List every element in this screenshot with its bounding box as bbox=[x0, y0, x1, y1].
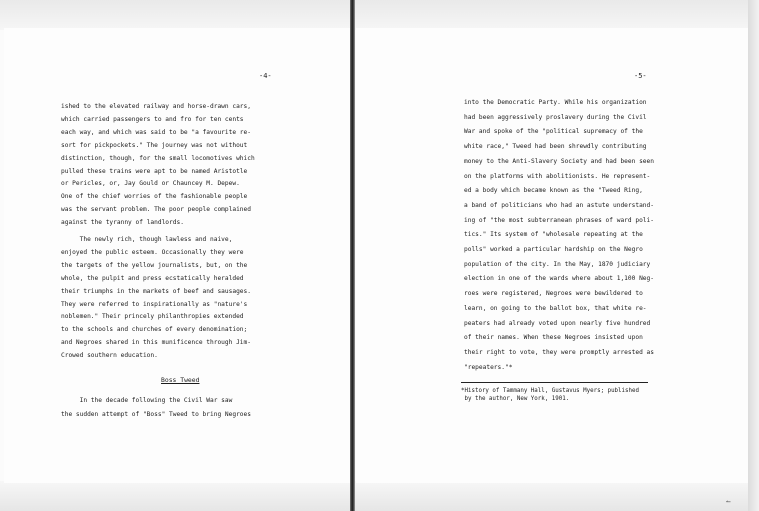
page-number-right: -5- bbox=[634, 72, 647, 80]
text-line: *History of Tammany Hall, Gustavus Myers; published bbox=[461, 388, 639, 394]
text-line: Crowed southern education. bbox=[61, 352, 158, 360]
page-number-left: -4- bbox=[259, 72, 272, 80]
text-line: "repeaters."* bbox=[464, 363, 513, 371]
text-line: of their names. When these Negroes insisted upon bbox=[464, 334, 643, 342]
right-page bbox=[356, 28, 748, 483]
text-line: ing of "the most subterranean phrases of ward poli- bbox=[464, 216, 654, 224]
corner-scan-mark: ↼ bbox=[726, 497, 731, 506]
text-line: against the tyranny of landlords. bbox=[61, 219, 184, 227]
text-line: and Negroes shared in this munificence through Jim- bbox=[61, 339, 251, 347]
book-gutter bbox=[350, 0, 355, 511]
text-line: their triumphs in the markets of beef and sausages. bbox=[61, 287, 251, 295]
text-line: ed a body which became known as the "Tweed Ring, bbox=[464, 187, 643, 195]
text-line: sort for pickpockets." The journey was not without bbox=[61, 141, 248, 149]
text-line: money to the Anti-Slavery Society and had been seen bbox=[464, 157, 654, 165]
text-line: their right to vote, they were promptly arrested as bbox=[464, 348, 654, 356]
text-line: population of the city. In the May, 1870 judiciary bbox=[464, 260, 651, 268]
text-line: distinction, though, for the small locomotives which bbox=[61, 154, 255, 162]
text-line: had been aggressively proslavery during the Civil bbox=[464, 113, 647, 121]
text-line: They were referred to inspirationally as "nature's bbox=[61, 300, 248, 308]
footnote-rule bbox=[461, 382, 648, 383]
section-heading-boss-tweed: Boss Tweed bbox=[161, 376, 200, 384]
text-line: the sudden attempt of "Boss" Tweed to bring Negroes bbox=[61, 410, 251, 418]
text-line: election in one of the wards where about 1,100 Neg- bbox=[464, 275, 654, 283]
text-line: into the Democratic Party. While his organization bbox=[464, 99, 647, 106]
text-line: One of the chief worries of the fashionable people bbox=[61, 193, 248, 201]
text-line: The newly rich, though lawless and naive, bbox=[61, 236, 233, 243]
text-line: ished to the elevated railway and horse-drawn cars, bbox=[61, 103, 251, 110]
text-line: a band of politicians who had an astute understand- bbox=[464, 201, 654, 209]
scan-bottom-border bbox=[0, 481, 759, 511]
left-page bbox=[4, 28, 350, 483]
text-line: or Pericles, or, Jay Gould or Chauncey M. Depew. bbox=[61, 180, 240, 188]
text-line: whole, the pulpit and press ecstatically heralded bbox=[61, 274, 244, 282]
text-line: each way, and which was said to be "a favourite re- bbox=[61, 128, 251, 136]
text-line: to the schools and churches of every denomination; bbox=[61, 326, 248, 334]
text-line: white race," Tweed had been shrewdly contributing bbox=[464, 143, 647, 151]
text-line: War and spoke of the "political supremacy of the bbox=[464, 128, 643, 136]
text-line: learn, on going to the ballot box, that white re- bbox=[464, 304, 647, 312]
text-line: peaters had already voted upon nearly five hundred bbox=[464, 319, 651, 327]
text-line: enjoyed the public esteem. Occasionally they were bbox=[61, 248, 244, 256]
scan-right-edge bbox=[748, 0, 759, 511]
text-line: which carried passengers to and fro for ten cents bbox=[61, 115, 244, 123]
text-line: In the decade following the Civil War saw bbox=[61, 397, 233, 404]
scan-top-border bbox=[0, 0, 759, 30]
text-line: by the author, New York, 1901. bbox=[461, 396, 570, 402]
text-line: roes were registered, Negroes were bewildered to bbox=[464, 290, 643, 298]
text-line: noblemen." Their princely philanthropies extended bbox=[61, 313, 244, 321]
text-line: tics." Its system of "wholesale repeating at the bbox=[464, 231, 643, 239]
text-line: polls" worked a particular hardship on the Negro bbox=[464, 246, 643, 253]
text-line: the targets of the yellow journalists, but, on the bbox=[61, 261, 248, 269]
text-line: was the servant problem. The poor people complained bbox=[61, 206, 251, 214]
text-line: pulled these trains were apt to be named Aristotle bbox=[61, 167, 248, 175]
text-line: on the platforms with abolitionists. He represent- bbox=[464, 172, 651, 180]
